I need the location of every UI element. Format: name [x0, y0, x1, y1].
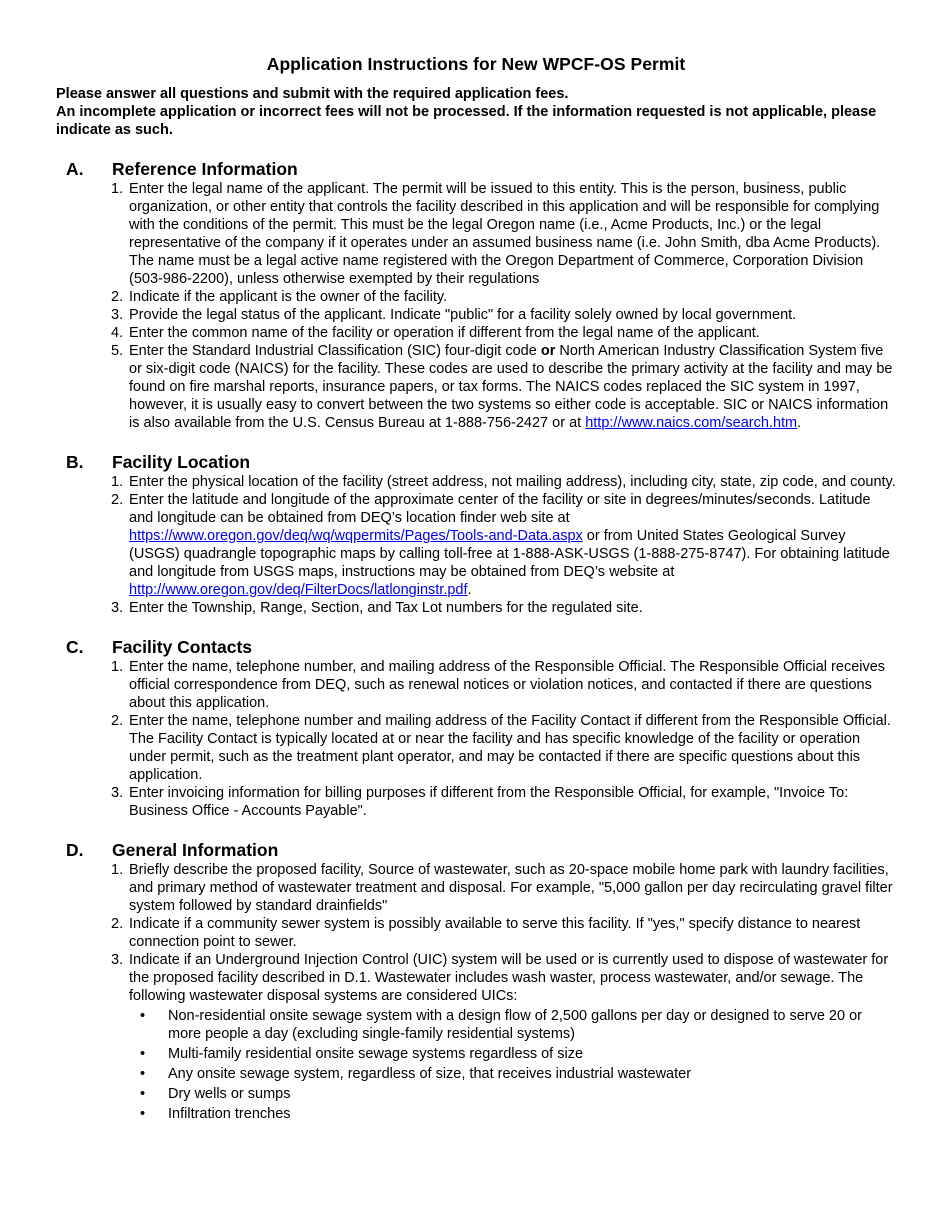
bullet-item	[56, 1045, 896, 1063]
list-item	[56, 288, 896, 306]
bullet-item	[56, 1085, 896, 1103]
list-item	[56, 784, 896, 820]
item-text: Enter the name, telephone number, and mailing address of the Responsible Official. The Responsible Official receives official correspondence from DEQ, such as renewal notices or violation notices, and contacted if there are questions about this application.	[129, 659, 886, 711]
list-item	[56, 861, 896, 915]
item-text: Indicate if the applicant is the owner of the facility.	[129, 289, 448, 305]
naics-search-link[interactable]: http://www.naics.com/search.htm	[585, 415, 798, 431]
section-a-list	[56, 180, 896, 432]
item-number: 2.	[111, 289, 124, 305]
item-number: 2.	[111, 916, 124, 932]
intro-line-1: Please answer all questions and submit with the required application fees.	[56, 86, 569, 102]
item-number: 4.	[111, 325, 124, 341]
section-letter: A.	[66, 159, 84, 179]
section-heading	[56, 839, 896, 861]
bullet-icon: •	[140, 1066, 146, 1082]
item-text	[129, 491, 896, 599]
item-number: 5.	[111, 343, 124, 359]
latlong-instructions-link[interactable]: http://www.oregon.gov/deq/FilterDocs/latlonginstr.pdf	[129, 582, 468, 598]
item-number: 2.	[111, 492, 124, 508]
section-facility-location	[56, 451, 896, 617]
section-title: General Information	[112, 840, 279, 860]
section-general-information	[56, 839, 896, 1123]
item-number: 3.	[111, 785, 124, 801]
item-number: 1.	[111, 659, 124, 675]
bullet-text: Multi-family residential onsite sewage systems regardless of size	[168, 1046, 584, 1062]
section-letter: D.	[66, 840, 84, 860]
bullet-item	[56, 1105, 896, 1123]
item-text-part: North American Industry Classification System five or six-digit code (NAICS) for the facility. These codes are used to describe the primary activity at the facility and may be found on fire marshal reports, insurance papers, or tax forms. The NAICS codes replaced the SIC system in 1997, however, it is usually easy to convert between the two systems so either code is acceptable. SIC or NAICS information is also available from the U.S. Census Bureau at 1-888-756-2427 or at	[129, 343, 893, 431]
item-number: 3.	[111, 952, 124, 968]
section-heading	[56, 451, 896, 473]
emphasis-or: or	[540, 343, 556, 359]
item-text	[129, 342, 896, 432]
intro-line-2: An incomplete application or incorrect fees will not be processed. If the information requested is not applicable, please indicate as such.	[56, 104, 877, 138]
document-page	[56, 54, 896, 1125]
list-item	[56, 324, 896, 342]
item-number: 3.	[111, 307, 124, 323]
item-number: 3.	[111, 600, 124, 616]
item-text: Enter the legal name of the applicant. The permit will be issued to this entity. This is the person, business, public organization, or other entity that controls the facility described in this application and will be responsible for complying with the conditions of the permit. This must be the legal Oregon name (i.e., Acme Products, Inc.) or the legal representative of the company if it operates under an assumed business name (i.e. John Smith, dba Acme Products). The name must be a legal active name registered with the Oregon Department of Commerce, Corporation Division (503-986-2200), unless otherwise exempted by their regulations	[129, 181, 881, 287]
bullet-text: Infiltration trenches	[168, 1106, 291, 1122]
bullet-text: Non-residential onsite sewage system with a design flow of 2,500 gallons per day or designed to serve 20 or more people a day (excluding single-family residential systems)	[168, 1008, 862, 1042]
item-text: Indicate if an Underground Injection Control (UIC) system will be used or is currently used to dispose of wastewater for the proposed facility described in D.1. Wastewater includes wash waster, process wastewater, and/or sewage. The following wastewater disposal systems are considered UICs:	[129, 952, 889, 1004]
item-text-part: Enter the Standard Industrial Classification (SIC) four-digit code	[129, 343, 541, 359]
section-heading	[56, 158, 896, 180]
item-text-part: Enter the latitude and longitude of the approximate center of the facility or site in degrees/minutes/seconds. Latitude and longitude can be obtained from DEQ’s location finder web site at	[129, 492, 871, 526]
item-text: Enter invoicing information for billing purposes if different from the Responsible Official, for example, "Invoice To: Business Office - Accounts Payable".	[129, 785, 849, 819]
section-b-list	[56, 473, 896, 617]
list-item	[56, 599, 896, 617]
section-c-list	[56, 658, 896, 820]
bullet-text: Dry wells or sumps	[168, 1086, 291, 1102]
deq-tools-link[interactable]: https://www.oregon.gov/deq/wq/wqpermits/Pages/Tools-and-Data.aspx	[129, 528, 583, 544]
item-number: 2.	[111, 713, 124, 729]
section-title: Facility Location	[112, 452, 251, 472]
bullet-text: Any onsite sewage system, regardless of size, that receives industrial wastewater	[168, 1066, 692, 1082]
list-item	[56, 180, 896, 288]
bullet-icon: •	[140, 1046, 146, 1062]
item-text-part: or from United States Geological Survey (USGS) quadrangle topographic maps by calling toll-free at 1-888-ASK-USGS (1-888-275-8747). For obtaining latitude and longitude from USGS maps, instructions may be obtained from DEQ’s website at	[129, 528, 890, 580]
item-number: 1.	[111, 181, 124, 197]
section-d-list	[56, 861, 896, 1005]
section-reference-information	[56, 158, 896, 432]
item-text-part: .	[467, 582, 472, 598]
section-title: Facility Contacts	[112, 637, 253, 657]
list-item	[56, 342, 896, 432]
item-text: Indicate if a community sewer system is possibly available to serve this facility. If "yes," specify distance to nearest connection point to sewer.	[129, 916, 861, 950]
item-text: Enter the Township, Range, Section, and Tax Lot numbers for the regulated site.	[129, 600, 643, 616]
list-item	[56, 491, 896, 599]
list-item	[56, 658, 896, 712]
list-item	[56, 712, 896, 784]
item-number: 1.	[111, 862, 124, 878]
item-number: 1.	[111, 474, 124, 490]
item-text: Enter the physical location of the facility (street address, not mailing address), including city, state, zip code, and county.	[129, 474, 896, 490]
bullet-item	[56, 1065, 896, 1083]
item-text: Enter the common name of the facility or operation if different from the legal name of the applicant.	[129, 325, 760, 341]
list-item	[56, 951, 896, 1005]
bullet-icon: •	[140, 1106, 146, 1122]
bullet-item	[56, 1007, 896, 1043]
bullet-icon: •	[140, 1008, 146, 1024]
section-letter: C.	[66, 637, 84, 657]
section-facility-contacts	[56, 636, 896, 820]
section-title: Reference Information	[112, 159, 298, 179]
item-text-part: .	[797, 415, 802, 431]
item-text: Enter the name, telephone number and mailing address of the Facility Contact if different from the Responsible Official. The Facility Contact is typically located at or near the facility and has specific knowledge of the facility or operation under permit, such as the treatment plant operator, and may be contacted if there are specific questions about this application.	[129, 713, 891, 783]
section-letter: B.	[66, 452, 84, 472]
page-title: Application Instructions for New WPCF-OS Permit	[266, 54, 686, 74]
list-item	[56, 306, 896, 324]
list-item	[56, 915, 896, 951]
section-heading	[56, 636, 896, 658]
list-item	[56, 473, 896, 491]
item-text: Briefly describe the proposed facility, Source of wastewater, such as 20-space mobile home park with laundry facilities, and primary method of wastewater treatment and disposal. For example, "5,000 gallon per day recirculating gravel filter system followed by standard drainfields"	[129, 862, 893, 914]
item-text: Provide the legal status of the applicant. Indicate "public" for a facility solely owned by local government.	[129, 307, 797, 323]
uic-bullet-list	[56, 1007, 896, 1123]
bullet-icon: •	[140, 1086, 146, 1102]
